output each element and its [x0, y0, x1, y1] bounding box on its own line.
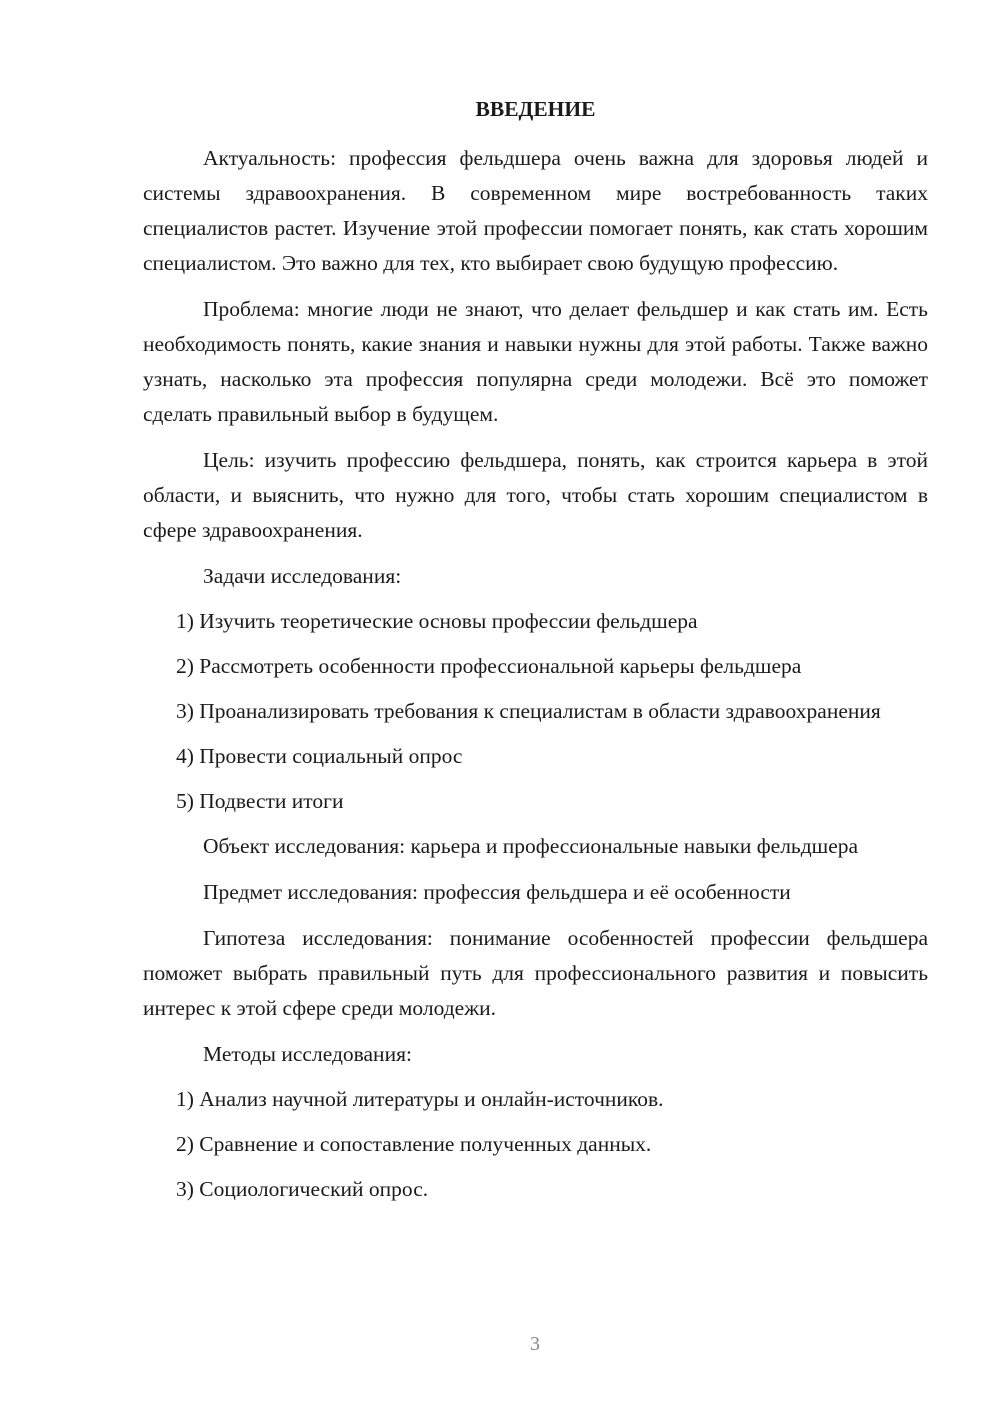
problem-paragraph: Проблема: многие люди не знают, что делает фельдшер и как стать им. Есть необходимость понять, какие знания и навыки нужны для этой работы. Также важно узнать, насколько эта профессия популярна среди молодежи. Всё это поможет сделать правильный выбор в будущем.	[143, 297, 928, 426]
tasks-label: Задачи исследования:	[203, 564, 402, 588]
relevance-paragraph: Актуальность: профессия фельдшера очень важна для здоровья людей и системы здравоохранения. В современном мире востребованность таких специалистов растет. Изучение этой профессии помогает понять, как стать хорошим специалистом. Это важно для тех, кто выбирает свою будущую профессию.	[143, 146, 928, 275]
method-item: 3) Социологический опрос.	[176, 1177, 429, 1201]
object-paragraph: Объект исследования: карьера и профессиональные навыки фельдшера	[203, 834, 859, 858]
task-item: 5) Подвести итоги	[176, 789, 344, 813]
goal-paragraph: Цель: изучить профессию фельдшера, понять, как строится карьера в этой области, и выяснить, что нужно для того, чтобы стать хорошим специалистом в сфере здравоохранения.	[143, 448, 928, 542]
task-item: 4) Провести социальный опрос	[176, 744, 463, 768]
document-page	[143, 92, 928, 1217]
method-item: 1) Анализ научной литературы и онлайн-источников.	[176, 1087, 664, 1111]
page-number: 3	[530, 1333, 540, 1355]
method-item: 2) Сравнение и сопоставление полученных данных.	[176, 1132, 652, 1156]
task-item: 1) Изучить теоретические основы профессии фельдшера	[176, 609, 698, 633]
section-title: ВВЕДЕНИЕ	[475, 97, 596, 121]
subject-paragraph: Предмет исследования: профессия фельдшера и её особенности	[203, 880, 791, 904]
hypothesis-paragraph: Гипотеза исследования: понимание особенностей профессии фельдшера поможет выбрать правильный путь для профессионального развития и повысить интерес к этой сфере среди молодежи.	[143, 926, 928, 1020]
task-item: 2) Рассмотреть особенности профессиональной карьеры фельдшера	[176, 654, 802, 678]
task-item: 3) Проанализировать требования к специалистам в области здравоохранения	[176, 699, 881, 723]
methods-label: Методы исследования:	[203, 1042, 412, 1066]
